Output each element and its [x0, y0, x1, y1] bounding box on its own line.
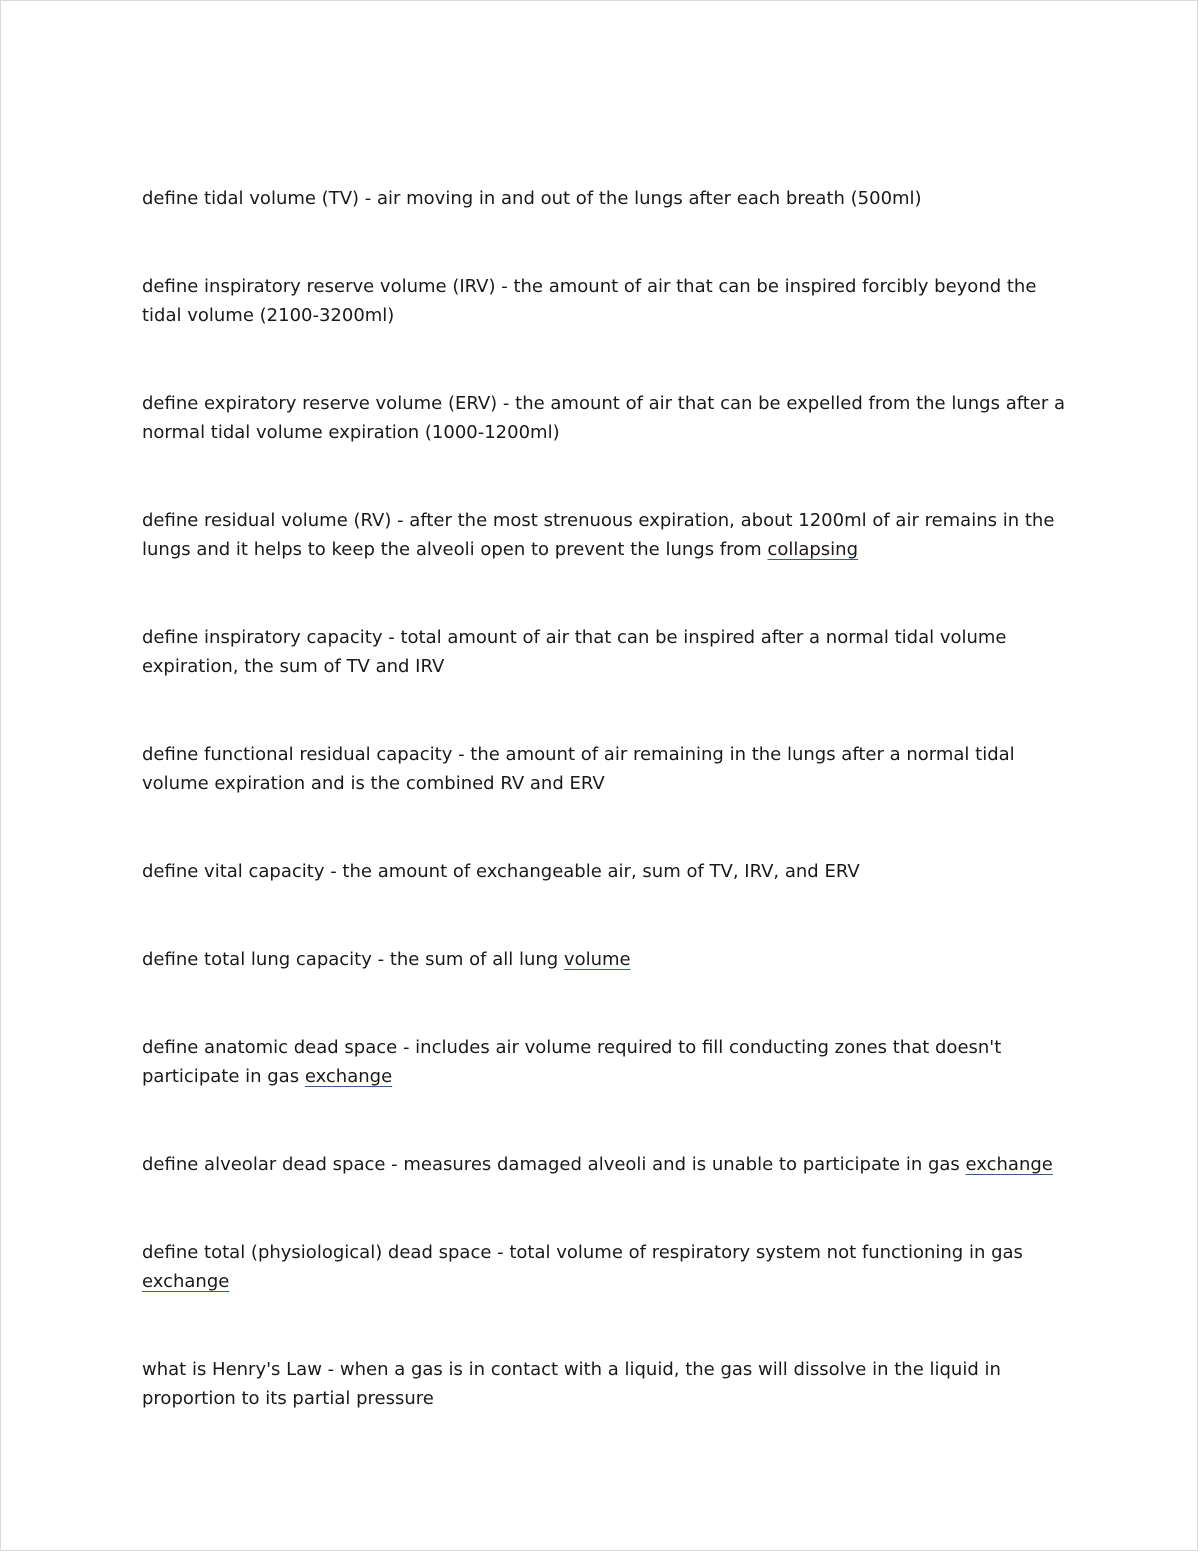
- definition-expiratory-reserve-volume: [142, 389, 1072, 447]
- entry-text: define total lung capacity - the sum of all lung: [142, 949, 564, 970]
- definition-henrys-law: [142, 1355, 1072, 1413]
- spellcheck-underlined-word: exchange: [304, 1066, 393, 1087]
- entry-text: define total (physiological) dead space - total volume of respiratory system not functioning in gas: [142, 1242, 1023, 1263]
- entry-text: define inspiratory capacity - total amount of air that can be inspired after a normal tidal volume expiration, the sum of TV and IRV: [142, 627, 1007, 677]
- definition-alveolar-dead-space: [142, 1150, 1072, 1179]
- definition-vital-capacity: [142, 857, 1072, 886]
- spellcheck-underlined-word: volume: [563, 949, 631, 970]
- definition-tidal-volume: [142, 184, 1072, 213]
- definition-functional-residual-capacity: [142, 740, 1072, 798]
- spellcheck-underlined-word: collapsing: [767, 539, 859, 560]
- entry-text: define vital capacity - the amount of exchangeable air, sum of TV, IRV, and ERV: [142, 861, 860, 882]
- entry-text: define expiratory reserve volume (ERV) - the amount of air that can be expelled from the lungs after a normal tidal volume expiration (1000-1200ml): [142, 393, 1066, 443]
- definition-anatomic-dead-space: [142, 1033, 1072, 1091]
- definition-total-lung-capacity: [142, 945, 1072, 974]
- entry-text: define inspiratory reserve volume (IRV) - the amount of air that can be inspired forcibly beyond the tidal volume (2100-3200ml): [142, 276, 1037, 326]
- definition-inspiratory-capacity: [142, 623, 1072, 681]
- definition-residual-volume: [142, 506, 1072, 564]
- entry-text: define alveolar dead space - measures damaged alveoli and is unable to participate in gas: [142, 1154, 966, 1175]
- entry-text: define anatomic dead space - includes air volume required to fill conducting zones that doesn't participate in gas: [142, 1037, 1002, 1087]
- entry-text: define residual volume (RV) - after the most strenuous expiration, about 1200ml of air remains in the lungs and it helps to keep the alveoli open to prevent the lungs from: [142, 510, 1055, 560]
- document-body: [142, 184, 1072, 1472]
- spellcheck-underlined-word: exchange: [142, 1271, 230, 1292]
- definition-total-dead-space: [142, 1238, 1072, 1296]
- entry-text: what is Henry's Law - when a gas is in contact with a liquid, the gas will dissolve in the liquid in proportion to its partial pressure: [142, 1359, 1001, 1409]
- entry-text: define functional residual capacity - the amount of air remaining in the lungs after a normal tidal volume expiration and is the combined RV and ERV: [142, 744, 1015, 794]
- spellcheck-underlined-word: exchange: [965, 1154, 1053, 1175]
- definition-inspiratory-reserve-volume: [142, 272, 1072, 330]
- entry-text: define tidal volume (TV) - air moving in and out of the lungs after each breath (500ml): [142, 188, 922, 209]
